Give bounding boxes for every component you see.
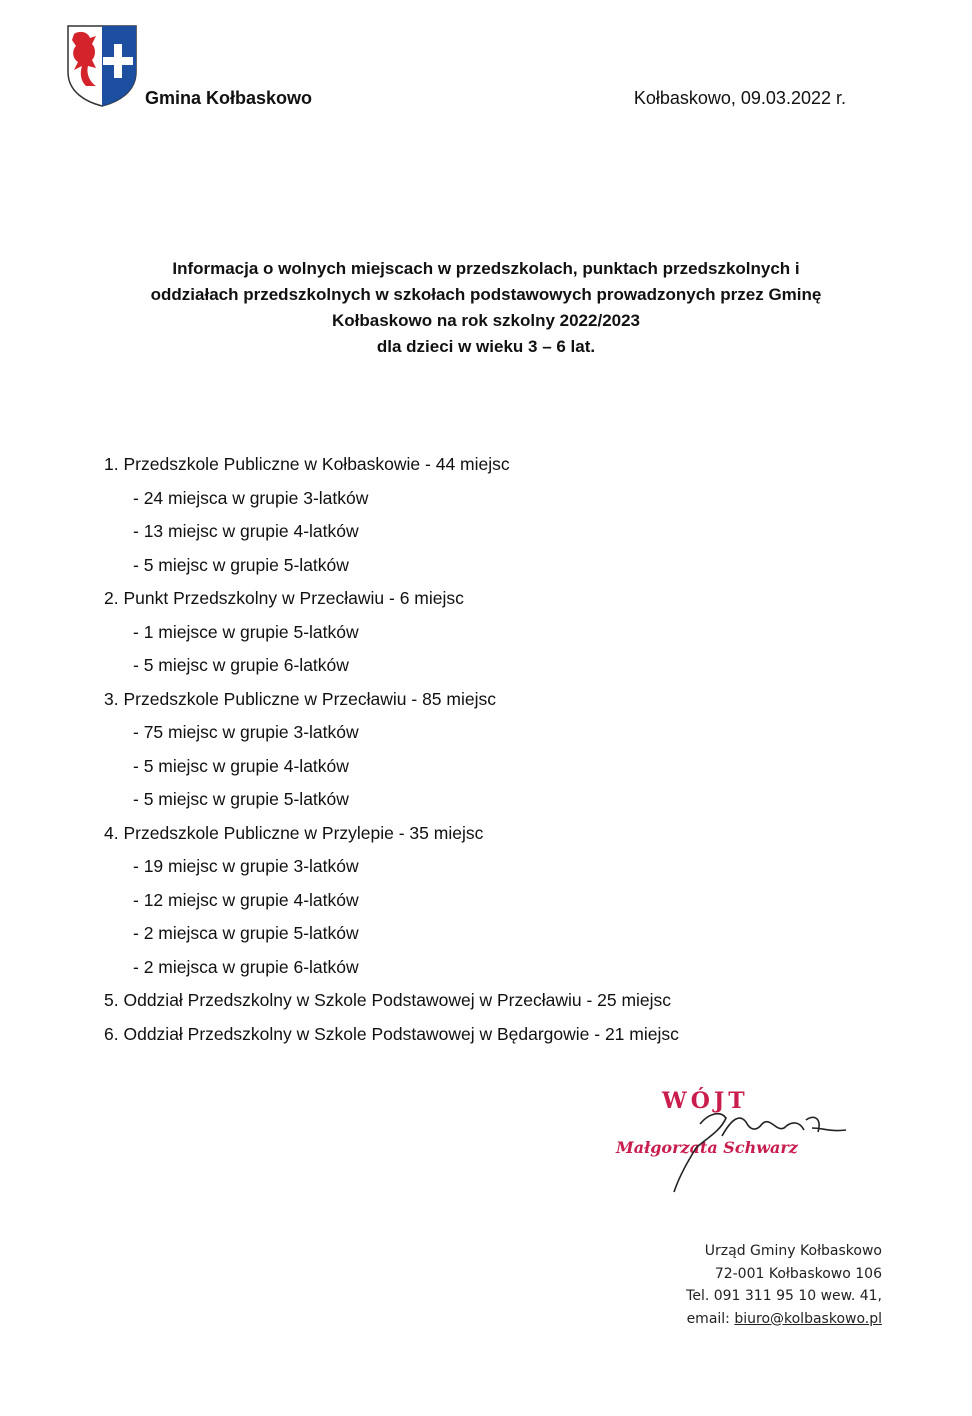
places-list <box>104 452 679 1055</box>
title-line-3: Kołbaskowo na rok szkolny 2022/2023 <box>331 311 641 330</box>
item-number: 1. <box>104 454 119 474</box>
item-text: Punkt Przedszkolny w Przecławiu - 6 miejsc <box>123 588 464 608</box>
list-subitem: - 24 miejsca w grupie 3-latków <box>133 487 369 508</box>
place-and-date: Kołbaskowo, 09.03.2022 r. <box>633 88 846 108</box>
title-line-4: dla dzieci w wieku 3 – 6 lat. <box>376 337 596 356</box>
list-subitem: - 5 miejsc w grupie 4-latków <box>133 755 349 776</box>
list-item <box>104 586 679 620</box>
list-subitem: - 13 miejsc w grupie 4-latków <box>133 521 359 541</box>
list-item <box>104 687 679 721</box>
stamp-name: Małgorzata Schwarz <box>616 1138 798 1157</box>
list-subitem: - 1 miejsce w grupie 5-latków <box>133 621 359 642</box>
item-text: Przedszkole Publiczne w Kołbaskowie - 44 miejsc <box>123 454 510 474</box>
item-text: Przedszkole Publiczne w Przecławiu - 85 miejsc <box>123 688 496 709</box>
office-name: Urząd Gminy Kołbaskowo <box>704 1243 882 1259</box>
coat-of-arms-logo <box>66 24 138 108</box>
list-item <box>104 1022 679 1056</box>
signature-stamp <box>600 1088 860 1198</box>
list-item <box>104 452 679 486</box>
office-phone: Tel. 091 311 95 10 wew. 41, <box>686 1288 882 1304</box>
item-number: 5. <box>104 990 119 1010</box>
list-subitem: - 12 miejsc w grupie 4-latków <box>133 889 359 910</box>
item-text: Oddział Przedszkolny w Szkole Podstawowej w Przecławiu - 25 miejsc <box>123 990 672 1010</box>
list-subitem: - 5 miejsc w grupie 6-latków <box>133 655 349 675</box>
office-address <box>686 1240 882 1330</box>
item-number: 3. <box>104 688 119 709</box>
email-link[interactable]: biuro@kolbaskowo.pl <box>734 1310 882 1327</box>
municipality-name: Gmina Kołbaskowo <box>145 88 313 108</box>
title-line-2: oddziałach przedszkolnych w szkołach podstawowych prowadzonych przez Gminę <box>150 285 822 304</box>
item-text: Przedszkole Publiczne w Przylepie - 35 miejsc <box>123 822 484 843</box>
document-title <box>60 256 912 360</box>
title-line-1: Informacja o wolnych miejscach w przedszkolach, punktach przedszkolnych i <box>172 259 800 278</box>
item-text: Oddział Przedszkolny w Szkole Podstawowej w Będargowie - 21 miejsc <box>123 1023 679 1044</box>
item-number: 2. <box>104 588 119 608</box>
item-number: 4. <box>104 822 119 843</box>
email-label: email: <box>686 1310 730 1327</box>
stamp-title: WÓJT <box>662 1088 749 1114</box>
handwritten-signature <box>600 1088 860 1198</box>
list-subitem: - 19 miejsc w grupie 3-latków <box>133 856 359 876</box>
list-subitem: - 2 miejsca w grupie 5-latków <box>133 923 359 943</box>
list-item <box>104 821 679 855</box>
list-subitem: - 2 miejsca w grupie 6-latków <box>133 956 359 977</box>
office-email-row <box>686 1308 882 1331</box>
list-subitem: - 5 miejsc w grupie 5-latków <box>133 789 349 809</box>
item-number: 6. <box>104 1023 119 1044</box>
office-postal: 72-001 Kołbaskowo 106 <box>714 1265 882 1282</box>
list-subitem: - 5 miejsc w grupie 5-latków <box>133 554 349 575</box>
list-item <box>104 988 679 1022</box>
list-subitem: - 75 miejsc w grupie 3-latków <box>133 722 359 742</box>
